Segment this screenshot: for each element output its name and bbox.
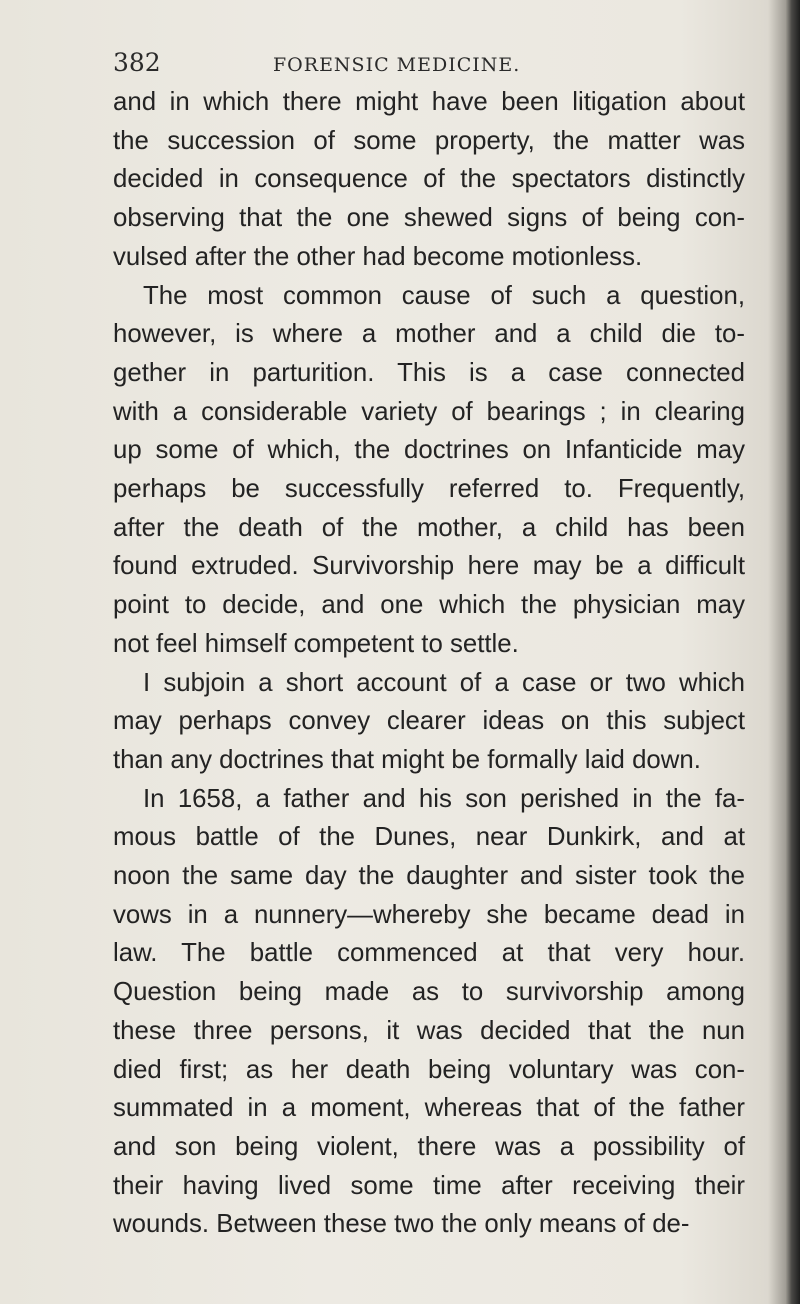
- text-line: I subjoin a short account of a case or two which: [143, 668, 745, 697]
- text-line: The most common cause of such a question,: [143, 281, 745, 310]
- text-line: Question being made as to survivorship among: [113, 978, 745, 1007]
- text-line: up some of which, the doctrines on Infanticide may: [113, 436, 745, 465]
- text-line: vows in a nunnery—whereby she became dead in: [113, 900, 745, 929]
- text-line: not feel himself competent to settle.: [113, 629, 519, 658]
- text-line: gether in parturition. This is a case connected: [113, 358, 745, 387]
- text-line: noon the same day the daughter and sister took the: [113, 862, 745, 891]
- text-line: died first; as her death being voluntary was con-: [113, 1055, 745, 1084]
- text-line: their having lived some time after receiving their: [113, 1171, 745, 1200]
- text-line: with a considerable variety of bearings ; in clearing: [113, 397, 745, 426]
- text-line: law. The battle commenced at that very hour.: [113, 939, 745, 968]
- text-line: mous battle of the Dunes, near Dunkirk, and at: [113, 823, 745, 852]
- text-line: after the death of the mother, a child has been: [113, 513, 745, 542]
- text-line: decided in consequence of the spectators distinctly: [113, 165, 745, 194]
- text-line: and in which there might have been litigation about: [113, 88, 745, 116]
- text-line: than any doctrines that might be formally laid down.: [113, 745, 701, 774]
- text-line: these three persons, it was decided that the nun: [113, 1016, 745, 1045]
- text-line: observing that the one shewed signs of being con-: [113, 204, 745, 233]
- text-line: and son being violent, there was a possibility of: [113, 1132, 745, 1161]
- text-line: vulsed after the other had become motionless.: [113, 242, 643, 271]
- page-number: 382: [113, 48, 161, 77]
- text-line: point to decide, and one which the physician may: [113, 591, 745, 620]
- body-text: [113, 83, 745, 1244]
- text-line: the succession of some property, the matter was: [113, 126, 745, 155]
- running-title: FORENSIC MEDICINE.: [273, 54, 521, 76]
- text-line: wounds. Between these two the only means of de-: [113, 1210, 690, 1239]
- text-line: however, is where a mother and a child die to-: [113, 320, 745, 349]
- page-edge-shadow: [786, 0, 800, 1304]
- text-line: summated in a moment, whereas that of the father: [113, 1094, 745, 1123]
- text-line: In 1658, a father and his son perished in the fa-: [143, 784, 745, 813]
- text-line: perhaps be successfully referred to. Frequently,: [113, 475, 745, 504]
- text-line: may perhaps convey clearer ideas on this subject: [113, 707, 745, 736]
- page-header: [113, 48, 673, 88]
- text-line: found extruded. Survivorship here may be a difficult: [113, 552, 745, 581]
